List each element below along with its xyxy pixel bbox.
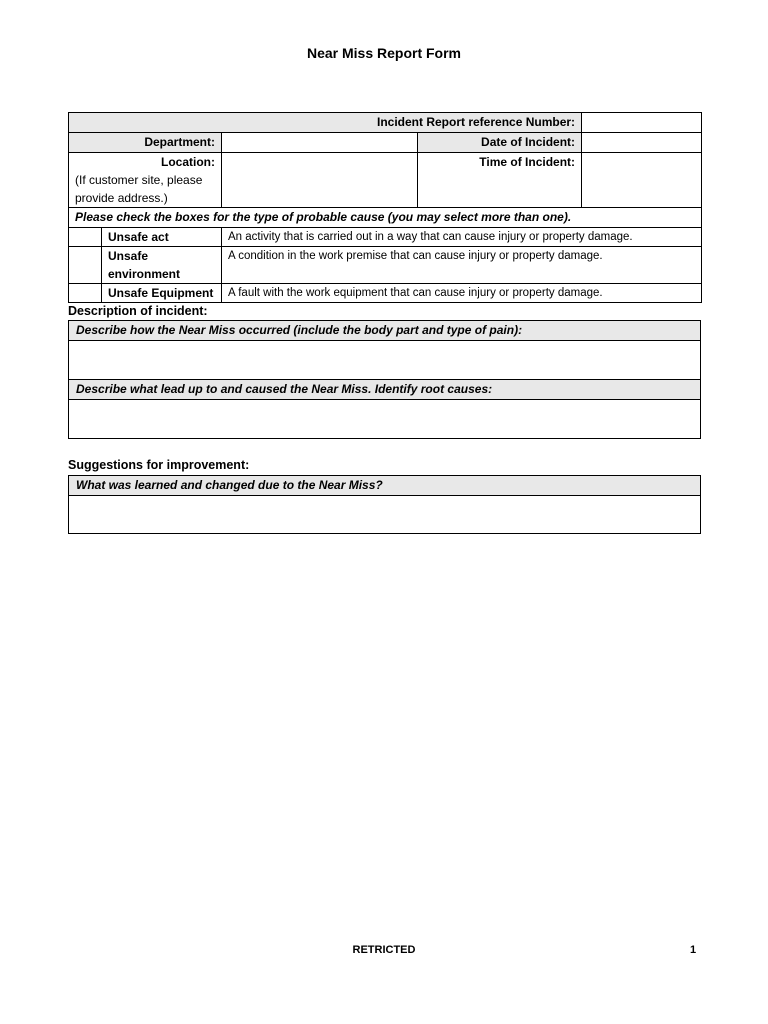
cause-description-unsafe-environment: A condition in the work premise that can cause injury or property damage. [222,247,702,284]
date-of-incident-field[interactable] [582,133,702,153]
cause-label-unsafe-environment: Unsafe environment [102,247,222,284]
suggestions-section-heading: Suggestions for improvement: [68,458,250,472]
description-section-heading: Description of incident: [68,304,208,318]
description-answer-1[interactable] [69,341,701,380]
unsafe-equipment-checkbox[interactable] [69,284,102,303]
footer-classification: RETRICTED [352,944,416,956]
description-question-2: Describe what lead up to and caused the Near Miss. Identify root causes: [69,380,701,400]
page-number: 1 [690,944,697,956]
location-label: Location: [161,155,215,169]
date-of-incident-label: Date of Incident: [418,133,582,153]
department-label: Department: [69,133,222,153]
description-answer-2[interactable] [69,400,701,439]
ref-number-label: Incident Report reference Number: [69,113,582,133]
cause-description-unsafe-equipment: A fault with the work equipment that can cause injury or property damage. [222,284,702,303]
time-of-incident-field[interactable] [582,153,702,208]
location-label-cell [69,153,222,208]
suggestions-table [68,475,701,534]
department-field[interactable] [222,133,418,153]
cause-label-unsafe-equipment: Unsafe Equipment [102,284,222,303]
cause-label-unsafe-act: Unsafe act [102,228,222,247]
description-question-1: Describe how the Near Miss occurred (include the body part and type of pain): [69,321,701,341]
suggestions-question-1: What was learned and changed due to the Near Miss? [69,476,701,496]
cause-description-unsafe-act: An activity that is carried out in a way that can cause injury or property damage. [222,228,702,247]
page-title: Near Miss Report Form [306,45,462,61]
cause-instruction: Please check the boxes for the type of probable cause (you may select more than one). [69,208,702,228]
location-note-line-1: (If customer site, please [75,173,203,187]
suggestions-answer-1[interactable] [69,496,701,534]
description-table [68,320,701,439]
incident-header-table [68,112,702,303]
location-note-line-2: provide address.) [75,191,168,205]
ref-number-field[interactable] [582,113,702,133]
unsafe-act-checkbox[interactable] [69,228,102,247]
time-of-incident-label: Time of Incident: [418,153,582,208]
unsafe-environment-checkbox[interactable] [69,247,102,284]
location-field[interactable] [222,153,418,208]
